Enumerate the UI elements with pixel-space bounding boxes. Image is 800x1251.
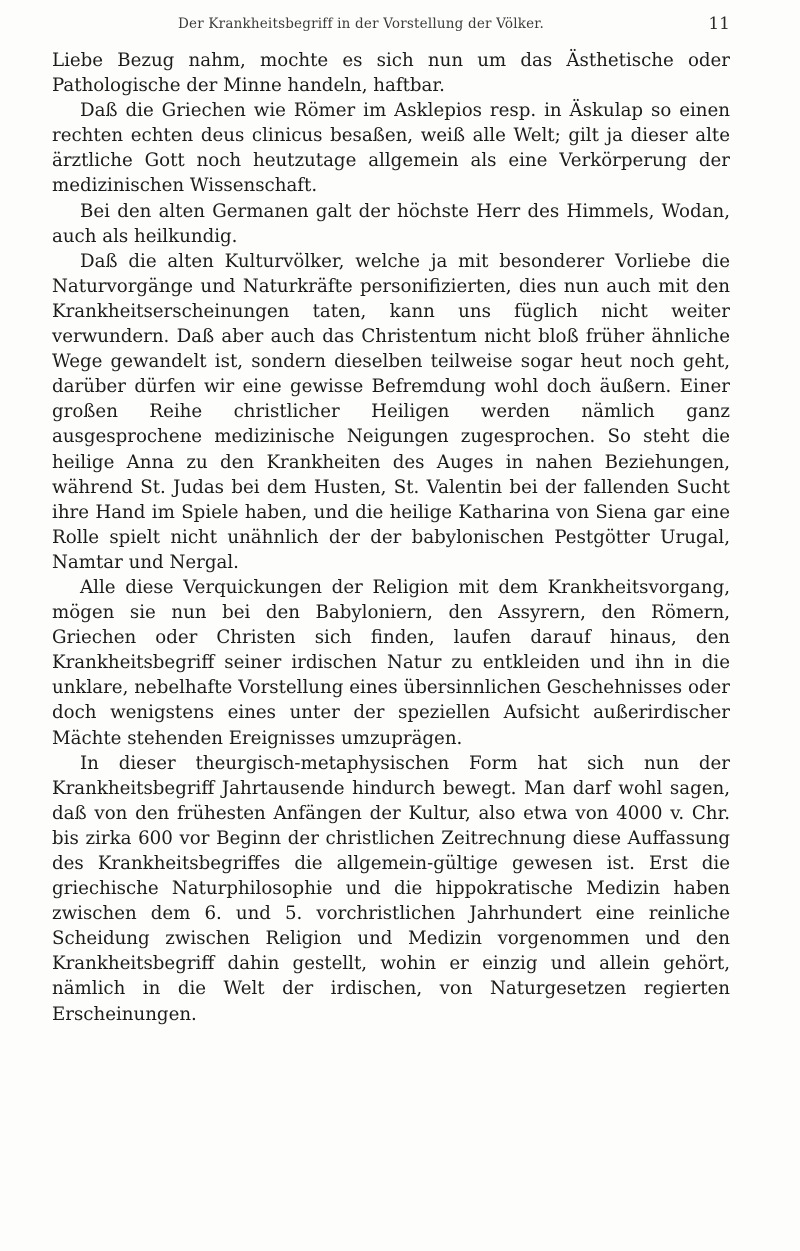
running-header [52, 14, 730, 38]
paragraph-asklepios: Daß die Griechen wie Römer im Asklepios resp. in Äskulap so einen rechten echten deus clinicus besaßen, weiß alle Welt; gilt ja dieser alte ärztliche Gott noch heutzutage allgemein als eine Verkörperung der medizinischen Wissenschaft. [52, 100, 730, 197]
paragraph-christian-saints: Daß die alten Kulturvölker, welche ja mit besonderer Vorliebe die Naturvorgänge und Naturkräfte personifizierten, dies nun auch mit den Krankheitserscheinungen taten, kann uns füglich nicht weiter verwundern. Daß aber auch das Christentum nicht bloß früher ähnliche Wege gewandelt ist, sondern dieselben teilweise sogar heut noch geht, darüber dürfen wir eine gewisse Befremdung wohl doch äußern. Einer großen Reihe christlicher Heiligen werden nämlich ganz ausgesprochene medizinische Neigungen zugesprochen. So steht die heilige Anna zu den Krankheiten des Auges in nahen Beziehungen, während St. Judas bei dem Husten, St. Valentin bei der fallenden Sucht ihre Hand im Spiele haben, und die heilige Katharina von Siena gar eine Rolle spielt nicht unähnlich der der babylonischen Pestgötter Urugal, Namtar und Nergal. [52, 250, 730, 573]
page-number: 11 [708, 14, 730, 34]
paragraph-religion-disease: Alle diese Verquickungen der Religion mit dem Krankheitsvorgang, mögen sie nun bei den Babyloniern, den Assyrern, den Römern, Griechen oder Christen sich finden, laufen darauf hinaus, den Krankheitsbegriff seiner irdischen Natur zu entkleiden und ihn in die unklare, nebelhafte Vorstellung eines übersinnlichen Geschehnisses oder doch wenigstens eines unter der speziellen Aufsicht außerirdischer Mächte stehenden Ereignisses umzuprägen. [52, 576, 730, 749]
paragraph-continued: Liebe Bezug nahm, mochte es sich nun um das Ästhetische oder Pathologische der Minne handeln, haftbar. [52, 50, 730, 97]
paragraph-theurgic-form: In dieser theurgisch-metaphysischen Form hat sich nun der Krankheitsbegriff Jahrtausende hindurch bewegt. Man darf wohl sagen, daß von den frühesten Anfängen der Kultur, also etwa von 4000 v. Chr. bis zirka 600 vor Beginn der christlichen Zeitrechnung diese Auffassung des Krankheitsbegriffes die allgemein-gültige gewesen ist. Erst die griechische Naturphilosophie und die hippokratische Medizin haben zwischen dem 6. und 5. vorchristlichen Jahrhundert eine reinliche Scheidung zwischen Religion und Medizin vorgenommen und den Krankheitsbegriff dahin gestellt, wohin er einzig und allein gehört, nämlich in die Welt der irdischen, von Naturgesetzen regierten Erscheinungen. [52, 752, 730, 1025]
paragraph-wodan: Bei den alten Germanen galt der höchste Herr des Himmels, Wodan, auch als heilkundig. [52, 200, 730, 247]
body-text [52, 48, 730, 1027]
running-title: Der Krankheitsbegriff in der Vorstellung der Völker. [178, 16, 544, 32]
